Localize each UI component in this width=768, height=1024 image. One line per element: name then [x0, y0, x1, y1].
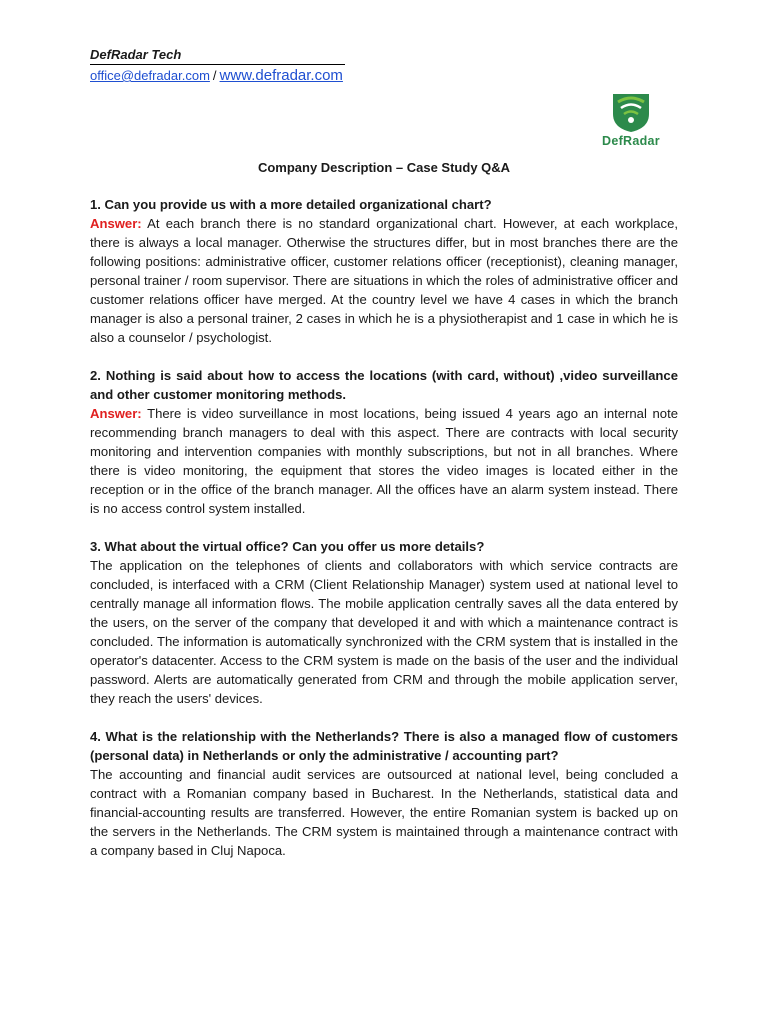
answer-3: The application on the telephones of clients and collaborators with which service contracts are concluded, is interfaced with a CRM (Client Relationship Manager) system used at national level to centrally manage all information flows. The mobile application centrally saves all the data entered by the users, on the server of the company that developed it and with which a maintenance contract is concluded. The information is automatically synchronized with the CRM system that is installed in the operator's datacenter. Access to the CRM system is made on the basis of the user and the individual password. Alerts are automatically generated from CRM and through the mobile application server, they reach the users' devices.: [90, 558, 678, 706]
question-1: 1. Can you provide us with a more detailed organizational chart?: [90, 197, 492, 212]
website-link[interactable]: www.defradar.com: [219, 67, 343, 84]
company-name: DefRadar Tech: [90, 47, 345, 65]
qa-item: [90, 537, 678, 708]
letterhead: [90, 47, 350, 85]
qa-item: [90, 727, 678, 860]
contact-line: [90, 67, 350, 85]
answer-label: Answer:: [90, 406, 142, 421]
contact-separator: /: [212, 68, 217, 83]
answer-2: [90, 404, 678, 518]
defradar-logo: [585, 88, 677, 150]
question-2: 2. Nothing is said about how to access the locations (with card, without) ,video surveillance and other customer monitoring methods.: [90, 368, 678, 402]
email-link[interactable]: office@defradar.com: [90, 68, 210, 83]
qa-item: [90, 195, 678, 347]
logo-text: DefRadar: [602, 134, 660, 148]
answer-label: Answer:: [90, 216, 142, 231]
answer-text: At each branch there is no standard organizational chart. However, at each workplace, there is always a local manager. Otherwise the structures differ, but in most branches there are the following positions: administrative officer, customer relations officer (receptionist), cleaning manager, personal trainer / room supervisor. There are situations in which the roles of administrative officer and customer relations officer have merged. At the country level we have 4 cases in which the branch manager is also a personal trainer, 2 cases in which he is a physiotherapist and 1 case in which he is also a counselor / psychologist.: [90, 216, 678, 345]
answer-1: [90, 214, 678, 347]
qa-item: [90, 366, 678, 518]
answer-4: The accounting and financial audit services are outsourced at national level, being concluded a contract with a Romanian company based in Bucharest. In the Netherlands, statistical data and financial-accounting results are transferred. However, the entire Romanian system is backed up on the servers in the Netherlands. The CRM system is maintained through a maintenance contract with a company based in Cluj Napoca.: [90, 767, 678, 858]
question-4: 4. What is the relationship with the Netherlands? There is also a managed flow of customers (personal data) in Netherlands or only the administrative / accounting part?: [90, 729, 678, 763]
question-3: 3. What about the virtual office? Can you offer us more details?: [90, 539, 485, 554]
qa-content: [90, 195, 678, 879]
radar-icon: [585, 88, 677, 134]
answer-text: There is video surveillance in most locations, being issued 4 years ago an internal note recommending branch managers to deal with this aspect. There are contracts with local security monitoring and intervention companies with monthly subscriptions, but not in all branches. Where there is video monitoring, the equipment that stores the video images is located either in the reception or in the office of the branch manager. All the offices have an alarm system instead. There is no access control system installed.: [90, 406, 678, 516]
document-title: Company Description – Case Study Q&A: [257, 160, 511, 175]
